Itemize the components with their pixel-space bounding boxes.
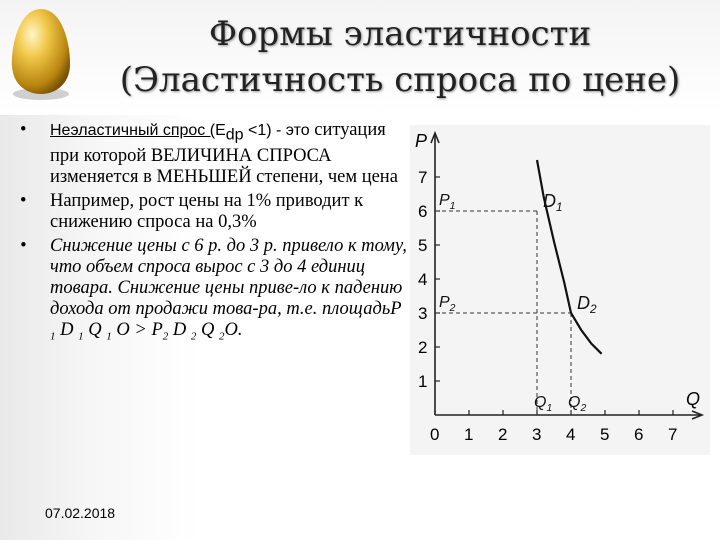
bullet-example bbox=[20, 191, 410, 233]
y-axis-label: P bbox=[415, 131, 428, 151]
point-label-1: $D_1$ bbox=[543, 191, 563, 214]
y-tick-label: 3 bbox=[418, 304, 428, 323]
slide-title-line-2: (Эластичность спроса по цене) bbox=[119, 60, 681, 100]
term-inelastic-demand: Неэластичный спрос ( bbox=[50, 122, 216, 139]
text-part: Q bbox=[83, 319, 107, 340]
price-label-2: $P_2$ bbox=[439, 294, 456, 314]
y-tick-label: 1 bbox=[418, 372, 428, 391]
point-label-2: $D_2$ bbox=[577, 293, 597, 316]
sub: 1 bbox=[78, 330, 84, 343]
example-text: Например, рост цены на 1% приводит к снижению спроса на 0,3% bbox=[50, 190, 364, 232]
text-part: D bbox=[55, 319, 79, 340]
sub: 2 bbox=[162, 330, 169, 343]
y-tick-label: 7 bbox=[418, 168, 428, 187]
price-reduction-text: Снижение цены с 6 р. до 3 р. привело к тому, что объем спроса вырос с 3 до 4 единиц товара. Снижение цены приве-ло к падению дохода от продажи това-ра, т.е. площадьP bbox=[50, 235, 407, 319]
y-tick-label: 4 bbox=[418, 270, 428, 289]
y-tick-label: 5 bbox=[418, 236, 428, 255]
y-tick-label: 6 bbox=[418, 202, 428, 221]
edp-condition: <1) - это bbox=[243, 122, 310, 139]
edp-subscript: dp bbox=[225, 126, 244, 144]
slide-content bbox=[20, 120, 410, 350]
x-tick-label: 7 bbox=[668, 425, 678, 444]
sub: 1 bbox=[50, 330, 56, 343]
definition-text: ситуация при которой ВЕЛИЧИНА СПРОСА изменяется в МЕНЬШЕЙ степени, чем цена bbox=[50, 120, 398, 187]
slide-title-line-1: Формы эластичности bbox=[208, 14, 592, 54]
golden-egg-icon bbox=[6, 4, 76, 102]
chart-background bbox=[410, 125, 710, 455]
x-tick-label: 2 bbox=[498, 425, 508, 444]
quantity-label-2: $Q_2$ bbox=[568, 394, 587, 414]
text-part: D bbox=[168, 319, 191, 340]
bullet-inelastic-demand bbox=[20, 120, 410, 188]
x-tick-label: 6 bbox=[634, 425, 644, 444]
edp-symbol: E bbox=[215, 122, 226, 139]
text-part: O > P bbox=[111, 319, 163, 340]
sub: 2 bbox=[219, 330, 225, 343]
demand-chart bbox=[410, 125, 710, 455]
text-part: Q bbox=[196, 319, 220, 340]
bullet-dot: • bbox=[20, 120, 27, 140]
x-tick-label: 5 bbox=[600, 425, 610, 444]
price-label-1: $P_1$ bbox=[439, 192, 456, 212]
x-tick-label: 0 bbox=[430, 425, 440, 444]
bullet-dot: • bbox=[20, 235, 27, 256]
x-tick-label: 3 bbox=[532, 425, 542, 444]
bullet-dot: • bbox=[20, 190, 27, 211]
y-tick-label: 2 bbox=[418, 338, 428, 357]
text-part: O. bbox=[224, 319, 243, 340]
bullet-price-reduction bbox=[20, 236, 410, 348]
x-tick-label: 1 bbox=[464, 425, 474, 444]
quantity-label-1: $Q_1$ bbox=[534, 394, 553, 414]
sub: 2 bbox=[190, 330, 197, 343]
x-axis-label: Q bbox=[686, 389, 701, 409]
x-tick-label: 4 bbox=[566, 425, 576, 444]
slide-date: 07.02.2018 bbox=[45, 505, 116, 521]
sub: 1 bbox=[106, 330, 112, 343]
